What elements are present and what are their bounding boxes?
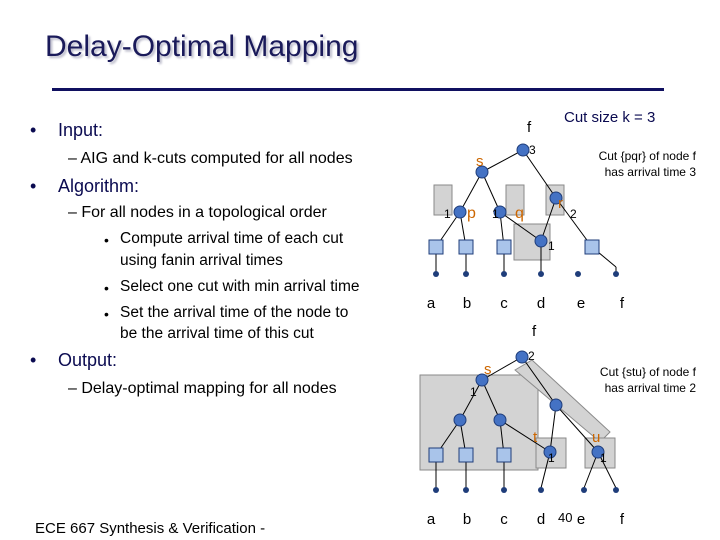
algo-item-bullet: • [104,306,109,322]
slide-title: Delay-Optimal Mapping [45,30,359,63]
svg-text:e: e [576,295,586,312]
node-label-f-bottom: f [532,323,537,340]
svg-text:c: c [500,295,508,312]
bottom-leaf-boxes [429,448,511,462]
algo-item-2: Select one cut with min arrival time [120,278,360,295]
node-label-f-top: f [527,119,532,136]
svg-text:a: a [426,511,436,528]
output-bullet: • [30,350,37,370]
cut-stu-note-2: has arrival time 2 [604,381,696,395]
node-label-p: p [467,205,476,222]
algo-item-1-cont: using fanin arrival times [120,252,283,269]
bottom-pi-dots [433,487,619,493]
arrival-s-bottom: 1 [470,385,477,399]
svg-text:a: a [426,295,436,312]
svg-text:f: f [619,511,625,528]
bottom-input-labels [427,511,625,528]
algorithm-bullet: • [30,176,37,196]
node-label-t: t [533,429,538,446]
node-f-top [517,144,529,156]
cut-stu-note: Cut {stu} of node f [599,365,696,379]
node-inner-top [535,235,547,247]
arrival-t: 1 [548,451,555,465]
top-pi-dots [433,271,619,277]
arrival-p: 1 [444,207,451,221]
arrival-inner: 1 [548,239,555,253]
algo-item-1: Compute arrival time of each cut [120,230,344,247]
svg-text:e: e [576,511,586,528]
page-number: 40 [558,510,573,525]
algo-item-bullet: • [104,232,109,248]
arrival-u: 1 [600,451,607,465]
output-subitem: – Delay-optimal mapping for all nodes [68,380,337,397]
svg-text:d: d [536,295,546,312]
cut-pqr-note: Cut {pqr} of node f [598,149,696,163]
svg-text:b: b [462,295,472,312]
node-label-s-top: s [476,153,484,170]
svg-text:d: d [536,511,546,528]
algo-item-3: Set the arrival time of the node to [120,304,349,321]
arrival-q: 1 [492,207,499,221]
svg-text:b: b [462,511,472,528]
algorithm-heading: Algorithm: [58,176,140,196]
arrival-r: 2 [570,207,577,221]
svg-text:f: f [619,295,625,312]
node-f-bottom [516,351,528,363]
input-subitem: – AIG and k-cuts computed for all nodes [68,150,353,167]
algo-item-3-cont: be the arrival time of this cut [120,325,314,342]
output-heading: Output: [58,350,118,370]
top-input-labels [427,295,625,312]
node-label-q: q [515,205,524,222]
arrival-f-bottom: 2 [528,349,535,363]
input-heading: Input: [58,120,104,140]
cut-pqr-note-2: has arrival time 3 [604,165,696,179]
footer-text: ECE 667 Synthesis & Verification - [35,520,266,537]
node-label-u: u [592,429,601,446]
cut-size-label: Cut size k = 3 [564,109,656,126]
node-label-r: r [558,195,563,212]
svg-text:c: c [500,511,508,528]
algorithm-subitem: – For all nodes in a topological order [68,204,327,221]
input-bullet: • [30,120,37,140]
arrival-f-top: 3 [529,143,536,157]
node-p-top [454,206,466,218]
algo-item-bullet: • [104,280,109,296]
node-label-s-bottom: s [484,361,492,378]
